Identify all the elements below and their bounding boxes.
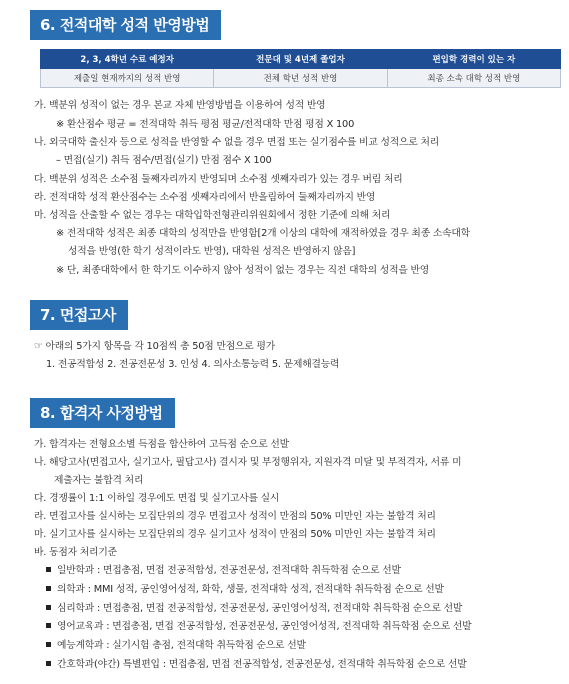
- table-row: [41, 69, 561, 88]
- rule-line: 라. 면접고사를 실시하는 모집단위의 경우 면접고사 성적이 만점의 50% 미만인 자는 불합격 처리: [34, 511, 436, 522]
- tiebreak-text: 예능계학과 : 실기시험 총점, 전적대학 취득학점 순으로 선발: [57, 640, 306, 651]
- tiebreak-text: 의학과 : MMI 성적, 공인영어성적, 화학, 생물, 전적대학 성적, 전적대학 취득학점 순으로 선발: [57, 584, 444, 595]
- tiebreak-item: [46, 581, 444, 595]
- section-7-title: 7. 면접고사: [30, 300, 128, 330]
- rule-line: 다. 백분위 성적은 소수점 둘째자리까지 반영되며 소수점 셋째자리가 있는 경우 버림 처리: [34, 174, 403, 185]
- tiebreak-text: 간호학과(야간) 특별편입 : 면접총점, 면접 전공적합성, 전공전문성, 전적대학 취득학점 순으로 선발: [57, 659, 467, 670]
- table-cell: 제출일 현재까지의 성적 반영: [41, 69, 214, 88]
- table-header: 전문대 및 4년제 졸업자: [214, 50, 387, 69]
- note-line: 성적을 반영(한 학기 성적이라도 반영), 대학원 성적은 반영하지 않음]: [68, 246, 356, 257]
- table-header: 2, 3, 4학년 수료 예정자: [41, 50, 214, 69]
- rule-line: 나. 외국대학 출신자 등으로 성적을 반영할 수 없을 경우 면접 또는 실기점수를 비교 성적으로 처리: [34, 137, 439, 148]
- rule-line: 가. 합격자는 전형요소별 득점을 합산하여 고득점 순으로 선발: [34, 439, 289, 450]
- rule-line: 다. 경쟁률이 1:1 이하일 경우에도 면접 및 실기고사를 실시: [34, 493, 280, 504]
- bullet-icon: [46, 623, 51, 628]
- interview-intro: ☞ 아래의 5가지 항목을 각 10점씩 총 50점 만점으로 평가: [34, 341, 275, 352]
- note-line: ※ 단, 최종대학에서 한 학기도 이수하지 않아 성적이 없는 경우는 직전 대학의 성적을 반영: [56, 265, 430, 276]
- rule-line: 바. 동점자 처리기준: [34, 547, 117, 558]
- tiebreak-item: [46, 618, 471, 632]
- bullet-icon: [46, 567, 51, 572]
- section-6-title: 6. 전적대학 성적 반영방법: [30, 10, 221, 40]
- tiebreak-item: [46, 637, 306, 651]
- tiebreak-item: [46, 562, 401, 576]
- bullet-icon: [46, 661, 51, 666]
- table-cell: 전체 학년 성적 반영: [214, 69, 387, 88]
- bullet-icon: [46, 642, 51, 647]
- note-line: ※ 전적대학 성적은 최종 대학의 성적만을 반영함[2개 이상의 대학에 재적하였을 경우 최종 소속대학: [56, 228, 470, 239]
- rule-line: 라. 전적대학 성적 환산점수는 소수점 셋째자리에서 반올림하여 둘째자리까지 반영: [34, 192, 376, 203]
- rule-line: 나. 해당고사(면접고사, 실기고사, 필답고사) 결시자 및 부정행위자, 지원자격 미달 및 부적격자, 서류 미: [34, 457, 462, 468]
- rule-line: 마. 실기고사를 실시하는 모집단위의 경우 실기고사 성적이 만점의 50% 미만인 자는 불합격 처리: [34, 529, 436, 540]
- bullet-icon: [46, 586, 51, 591]
- rule-line: 가. 백분위 성적이 없는 경우 본교 자체 반영방법을 이용하여 성적 반영: [34, 100, 326, 111]
- table-cell: 최종 소속 대학 성적 반영: [387, 69, 560, 88]
- interview-items: 1. 전공적합성 2. 전공전문성 3. 인성 4. 의사소통능력 5. 문제해결능력: [46, 359, 340, 370]
- tiebreak-text: 영어교육과 : 면접총점, 면접 전공적합성, 전공전문성, 공인영어성적, 전적대학 취득학점 순으로 선발: [57, 621, 472, 632]
- grade-reflection-table: [40, 49, 561, 88]
- note-line: – 면접(실기) 취득 점수/면접(실기) 만점 점수 X 100: [56, 155, 272, 166]
- tiebreak-text: 심리학과 : 면접총점, 면접 전공적합성, 전공전문성, 공인영어성적, 전적대학 취득학점 순으로 선발: [57, 603, 463, 614]
- section-8-title: 8. 합격자 사정방법: [30, 398, 175, 428]
- table-header-row: [41, 50, 561, 69]
- rule-line: 제출자는 불합격 처리: [54, 475, 144, 486]
- bullet-icon: [46, 605, 51, 610]
- note-line: ※ 환산점수 평균 = 전적대학 취득 평점 평균/전적대학 만점 평점 X 100: [56, 119, 355, 130]
- table-header: 편입학 경력이 있는 자: [387, 50, 560, 69]
- tiebreak-item: [46, 600, 462, 614]
- rule-line: 마. 성적을 산출할 수 없는 경우는 대학입학전형관리위원회에서 정한 기준에 의해 처리: [34, 210, 391, 221]
- tiebreak-item: [46, 656, 467, 670]
- tiebreak-text: 일반학과 : 면접총점, 면접 전공적합성, 전공전문성, 전적대학 취득학점 순으로 선발: [57, 565, 401, 576]
